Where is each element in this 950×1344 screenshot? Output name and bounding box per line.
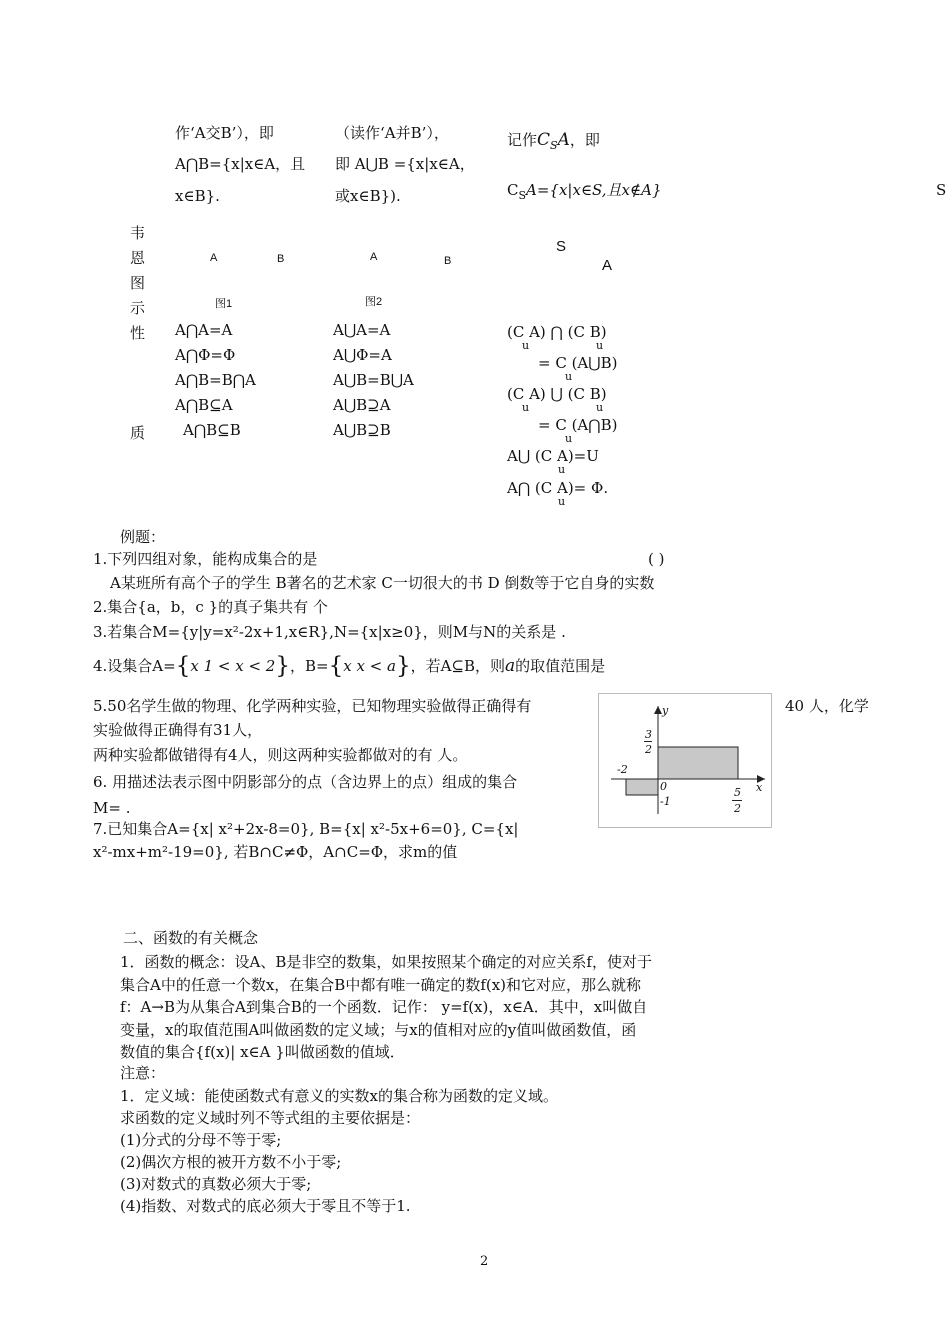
complement-sub: u <box>522 339 530 352</box>
complement-prop: A⋃ (C A)=U <box>507 447 599 465</box>
question-1-options: A某班所有高个子的学生 B著名的艺术家 C一切很大的书 D 倒数等于它自身的实数 <box>110 574 655 592</box>
intersection-def-line2: A⋂B={x|x∈A，且 <box>175 155 306 173</box>
intersection-prop: A⋂B⊆A <box>175 396 233 414</box>
examples-heading: 例题： <box>120 528 166 546</box>
question-5-line1: 5.50名学生做的物理、化学两种实验，已知物理实验做得正确得有 <box>93 697 532 715</box>
question-4: 4.设集合A={x 1 < x < 2}，B={x x < a}，若A⊆B，则a的取值范围是 <box>93 653 606 679</box>
question-7-line1: 7.已知集合A={x| x²+2x-8=0}, B={x| x²-5x+6=0}, C={x| <box>93 820 519 838</box>
q4-set-b: x x < a <box>343 657 396 675</box>
graph-tick-3-den: 2 <box>645 743 652 756</box>
q4-set-a: x 1 < x < 2 <box>190 657 276 675</box>
shaded-rect-upper <box>658 747 738 779</box>
union-prop: A⋃A=A <box>333 321 391 339</box>
paragraph-line: 数值的集合{f(x)| x∈A }叫做函数的值域． <box>120 1043 405 1061</box>
venn-fig3-a-label: A <box>602 257 613 274</box>
question-1: 1.下列四组对象，能构成集合的是 <box>93 550 318 568</box>
question-7-line2: x²-mx+m²-19=0}, 若B∩C≠Φ，A∩C=Φ，求m的值 <box>93 843 458 861</box>
venn-fig2-a-label: A <box>370 251 378 263</box>
graph-tick-neg2: -2 <box>617 763 628 776</box>
union-def-line2: 即 A⋃B ={x|x∈A， <box>335 155 475 173</box>
right-edge-s: S <box>936 181 947 199</box>
venn-fig2-b-label: B <box>444 255 452 267</box>
complement-sub: u <box>565 370 573 383</box>
complement-prop: (C A) ⋃ (C B) <box>507 385 607 403</box>
intersection-prop: A⋂B⊆B <box>183 421 241 439</box>
question-5-line2: 实验做得正确得有31人， <box>93 721 263 739</box>
complement-prop: = C (A⋂B) <box>538 416 618 434</box>
rule-item: (2)偶次方根的被开方数不小于零; <box>120 1153 342 1171</box>
note-heading: 注意： <box>120 1064 166 1082</box>
intersection-prop: A⋂Φ=Φ <box>175 346 236 364</box>
question-2: 2.集合{a，b，c }的真子集共有 个 <box>93 598 328 616</box>
complement-prop: = C (A⋃B) <box>538 354 618 372</box>
paragraph-line: 变量，x的取值范围A叫做函数的定义域；与x的值相对应的y值叫做函数值，函 <box>120 1020 637 1039</box>
intersection-prop: A⋂B=B⋂A <box>175 371 256 389</box>
complement-sub: u <box>596 339 604 352</box>
intersection-def-line3: x∈B}. <box>175 187 220 205</box>
question-5-line1-right: 40 人，化学 <box>785 697 869 715</box>
complement-formula: $C_SA=\{x|x\in S$,且x∉A} <box>507 181 662 202</box>
property-label-char: 性 <box>130 324 146 342</box>
venn-fig3-s-label: S <box>556 238 567 255</box>
venn-fig1-a-label: A <box>210 252 218 264</box>
graph-tick-5-den: 2 <box>734 802 741 815</box>
union-prop: A⋃B⊇A <box>333 396 391 414</box>
paragraph-line: f：A→B为从集合A到集合B的一个函数．记作： y=f(x)，x∈A．其中，x叫做自 <box>120 998 648 1016</box>
venn-fig2-caption: 图2 <box>365 296 383 308</box>
y-axis-arrow-icon <box>654 706 662 714</box>
note-domain: 1．定义域：能使函数式有意义的实数x的集合称为函数的定义域。 <box>120 1087 559 1105</box>
graph-origin: 0 <box>660 780 667 793</box>
question-6-line2: M= . <box>93 799 131 817</box>
venn-fig1-b-label: B <box>277 253 285 265</box>
rule-item: (1)分式的分母不等于零; <box>120 1131 282 1149</box>
venn-label-char: 示 <box>130 299 146 317</box>
graph-tick-3-bar <box>644 741 652 742</box>
intersection-prop: A⋂A=A <box>175 321 233 339</box>
graph-x-label: x <box>756 781 763 794</box>
complement-prop: (C A) ⋂ (C B) <box>507 323 607 341</box>
rule-item: (4)指数、对数式的底必须大于零且不等于1. <box>120 1197 411 1215</box>
rule-item: (3)对数式的真数必须大于零; <box>120 1175 312 1193</box>
venn-fig1-caption: 图1 <box>215 298 233 310</box>
complement-sub: u <box>558 463 566 476</box>
complement-sub: u <box>558 495 566 508</box>
union-def-line1: （读作‘A并B’）， <box>335 124 449 142</box>
page-number: 2 <box>480 1254 489 1269</box>
paragraph-line: 1．函数的概念：设A、B是非空的数集，如果按照某个确定的对应关系f，使对于 <box>120 953 652 971</box>
venn-label-char: 韦 <box>130 224 146 242</box>
complement-sub: u <box>522 401 530 414</box>
graph-tick-neg1: -1 <box>660 795 671 808</box>
property-label-char: 质 <box>130 424 146 442</box>
union-prop: A⋃B⊇B <box>333 421 391 439</box>
venn-label-char: 图 <box>130 274 146 292</box>
graph-svg <box>599 694 771 827</box>
shaded-region-graph <box>598 693 772 828</box>
question-5-line3: 两种实验都做错得有4人，则这两种实验都做对的有 人。 <box>93 746 468 764</box>
shaded-rect-lower <box>626 779 658 795</box>
section-2-title: 二、函数的有关概念 <box>123 929 259 947</box>
complement-prop: A⋂ (C A)= Φ. <box>507 479 609 497</box>
complement-sub: u <box>565 432 573 445</box>
question-6-line1: 6. 用描述法表示图中阴影部分的点（含边界上的点）组成的集合 <box>93 773 518 791</box>
graph-tick-5-bar <box>732 800 742 801</box>
graph-y-label: y <box>662 704 669 717</box>
graph-tick-5-num: 5 <box>734 786 741 799</box>
union-prop: A⋃Φ=A <box>333 346 392 364</box>
note-basis: 求函数的定义域时列不等式组的主要依据是： <box>120 1109 421 1127</box>
union-def-line3: 或x∈B}). <box>335 187 401 205</box>
graph-tick-3-num: 3 <box>645 728 652 741</box>
union-prop: A⋃B=B⋃A <box>333 371 414 389</box>
venn-label-char: 恩 <box>130 249 146 267</box>
paragraph-line: 集合A中的任意一个数x，在集合B中都有唯一确定的数f(x)和它对应，那么就称 <box>120 975 642 994</box>
complement-notation: 记作$C_SA$，即 <box>507 130 600 152</box>
complement-sub: u <box>596 401 604 414</box>
question-3: 3.若集合M={y|y=x²-2x+1,x∈R},N={x|x≥0}，则M与N的关系是 . <box>93 623 566 641</box>
intersection-def-line1: 作‘A交B’），即 <box>175 124 274 142</box>
function-definition-paragraph <box>120 951 732 1064</box>
question-1-paren: ( ) <box>648 550 665 568</box>
